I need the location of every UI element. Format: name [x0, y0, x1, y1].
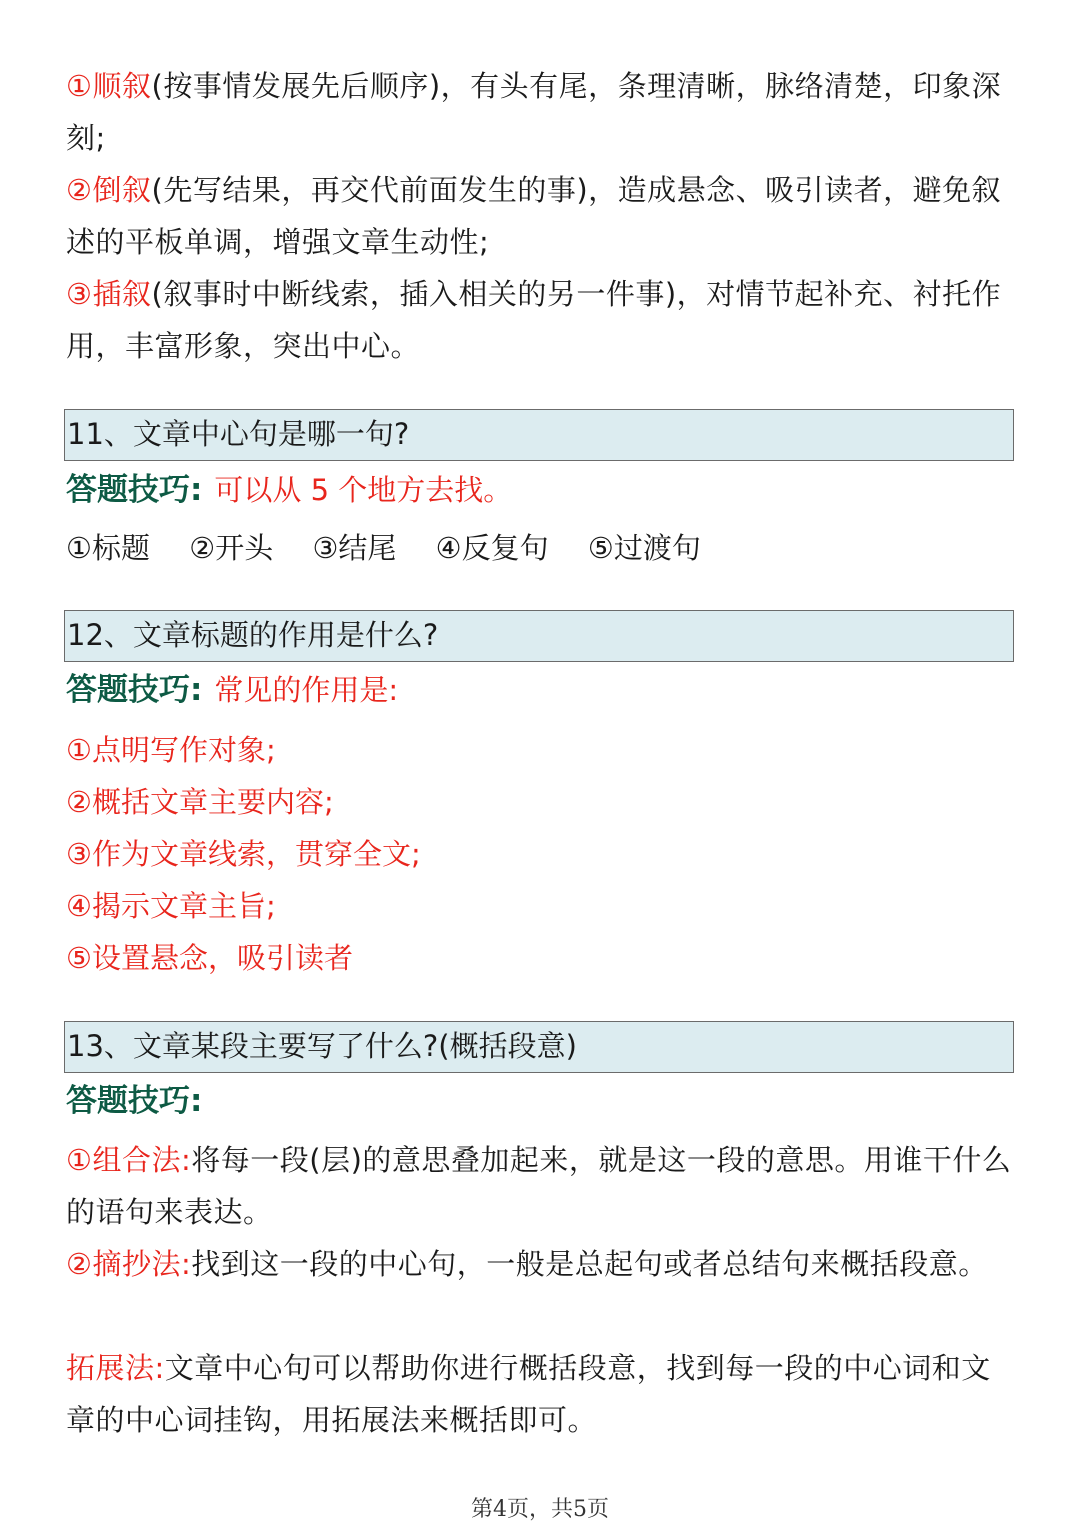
list-item: ③结尾 — [312, 531, 397, 565]
question-11-tip — [66, 465, 512, 515]
question-11-box — [64, 409, 1014, 461]
list-item: ④反复句 — [435, 531, 549, 565]
method-paragraph-3 — [66, 1342, 1016, 1446]
method-text: 将每一段(层)的意思叠加起来，就是这一段的意思。用谁干什么的语句来表达。 — [66, 1143, 1012, 1229]
question-12-tip — [66, 665, 398, 715]
tip-text: 可以从 5 个地方去找。 — [214, 473, 513, 507]
method-text: 文章中心句可以帮助你进行概括段意，找到每一段的中心词和文章的中心词挂钩，用拓展法来概括即可。 — [66, 1351, 991, 1437]
intro-paragraph-1 — [66, 60, 1016, 164]
tip-label: 答题技巧: — [66, 672, 203, 708]
method-marker: 拓展法: — [66, 1351, 165, 1385]
question-12-list — [66, 724, 421, 984]
question-12-title: 12、文章标题的作用是什么? — [67, 618, 439, 652]
method-marker: ①组合法: — [66, 1143, 192, 1177]
intro-marker: ②倒叙 — [66, 173, 152, 207]
list-item: ②开头 — [189, 531, 274, 565]
question-11-title: 11、文章中心句是哪一句? — [67, 417, 410, 451]
intro-text: (叙事时中断线索，插入相关的另一件事)，对情节起补充、衬托作用，丰富形象，突出中心。 — [66, 277, 1002, 363]
list-item: ⑤设置悬念，吸引读者 — [66, 941, 353, 975]
list-item: ⑤过渡句 — [587, 531, 701, 565]
question-13-title: 13、文章某段主要写了什么?(概括段意) — [67, 1029, 577, 1063]
method-marker: ②摘抄法: — [66, 1247, 192, 1281]
method-paragraph-2 — [66, 1238, 1016, 1290]
list-item: ②概括文章主要内容; — [66, 785, 334, 819]
list-item: ①标题 — [66, 531, 150, 565]
intro-marker: ③插叙 — [66, 277, 152, 311]
intro-text: (先写结果，再交代前面发生的事)，造成悬念、吸引读者，避免叙述的平板单调，增强文章生动性; — [66, 173, 1002, 259]
tip-label: 答题技巧: — [66, 472, 203, 508]
method-paragraph-1 — [66, 1134, 1016, 1238]
intro-text: (按事情发展先后顺序)，有头有尾，条理清晰，脉络清楚，印象深刻; — [66, 69, 1002, 155]
tip-label: 答题技巧: — [66, 1083, 203, 1119]
intro-paragraph-2 — [66, 164, 1016, 268]
list-item: ①点明写作对象; — [66, 733, 276, 767]
list-item: ③作为文章线索，贯穿全文; — [66, 837, 421, 871]
list-item: ④揭示文章主旨; — [66, 889, 276, 923]
question-12-box — [64, 610, 1014, 662]
intro-paragraph-3 — [66, 268, 1016, 372]
question-13-tip — [66, 1076, 202, 1126]
question-13-box — [64, 1021, 1014, 1073]
intro-marker: ①顺叙 — [66, 69, 152, 103]
question-11-items — [66, 523, 731, 573]
method-text: 找到这一段的中心句，一般是总起句或者总结句来概括段意。 — [191, 1247, 988, 1281]
tip-text: 常见的作用是: — [214, 673, 399, 707]
page-footer: 第4页，共5页 — [471, 1497, 609, 1522]
